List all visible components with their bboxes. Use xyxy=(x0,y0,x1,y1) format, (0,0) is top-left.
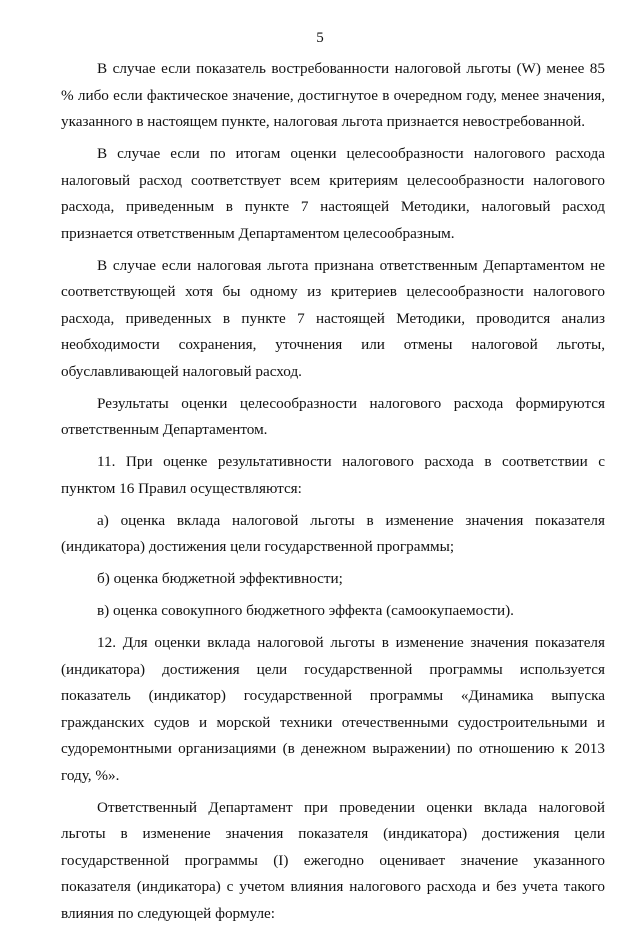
list-item-a: а) оценка вклада налоговой льготы в изменение значения показателя (индикатора) достижения цели государственной программы; xyxy=(61,508,605,561)
list-item-c: в) оценка совокупного бюджетного эффекта (самоокупаемости). xyxy=(61,598,605,625)
paragraph-unclaimed-benefit: В случае если показатель востребованности налоговой льготы (W) менее 85 % либо если фактическое значение, достигнутое в очередном году, менее значения, указанного в настоящем пункте, налоговая льгота признается невостребованной. xyxy=(61,56,605,136)
paragraph-non-compliant-benefit: В случае если налоговая льгота признана ответственным Департаментом не соответствующей хотя бы одному из критериев целесообразности налогового расхода, приведенных в пункте 7 настоящей Методики, проводится анализ необходимости сохранения, уточнения или отмены налоговой льготы, обуславливающей налоговый расход. xyxy=(61,253,605,386)
list-item-b: б) оценка бюджетной эффективности; xyxy=(61,566,605,593)
document-body xyxy=(61,56,605,927)
page-number: 5 xyxy=(0,30,640,47)
paragraph-expedient-expense: В случае если по итогам оценки целесообразности налогового расхода налоговый расход соответствует всем критериям целесообразности налогового расхода, приведенным в пункте 7 настоящей Методики, налоговый расход признается ответственным Департаментом целесообразным. xyxy=(61,141,605,247)
paragraph-item-11: 11. При оценке результативности налогового расхода в соответствии с пунктом 16 Правил осуществляются: xyxy=(61,449,605,502)
paragraph-assessment-results: Результаты оценки целесообразности налогового расхода формируются ответственным Департаментом. xyxy=(61,391,605,444)
paragraph-item-12: 12. Для оценки вклада налоговой льготы в изменение значения показателя (индикатора) достижения цели государственной программы используется показатель (индикатор) государственной программы «Динамика выпуска гражданских судов и морской техники отечественными судостроительными и судоремонтными организациями (в денежном выражении) по отношению к 2013 году, %». xyxy=(61,630,605,789)
paragraph-formula-intro: Ответственный Департамент при проведении оценки вклада налоговой льготы в изменение значения показателя (индикатора) достижения цели государственной программы (I) ежегодно оценивает значение указанного показателя (индикатора) с учетом влияния налогового расхода и без учета такого влияния по следующей формуле: xyxy=(61,795,605,927)
